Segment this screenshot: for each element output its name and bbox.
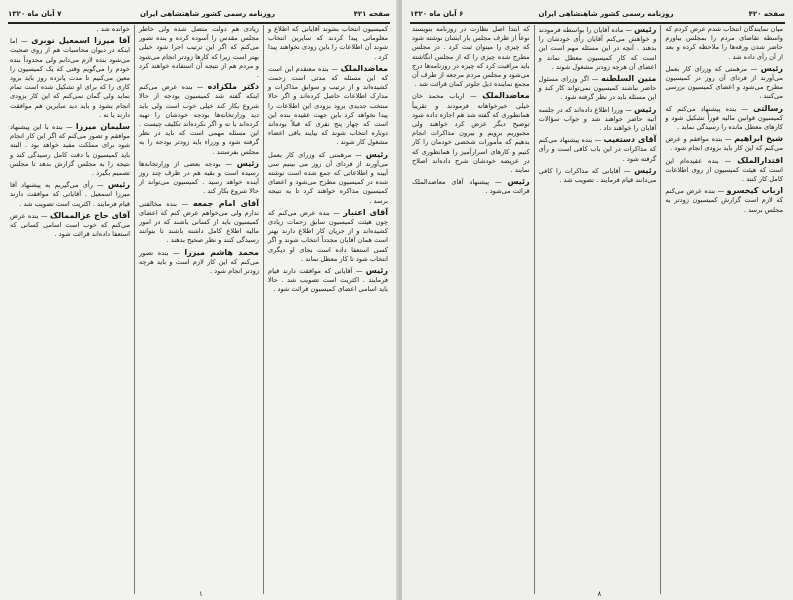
speaker-name: رئیس — [507, 177, 530, 187]
paragraph — [139, 159, 259, 197]
paragraph — [268, 150, 388, 206]
paragraph — [268, 208, 388, 264]
paragraph-text: میان نمایندگان انتخاب شدم عرض کردم که واسطه تقاضای مردم را بمجلس بیاورم حاضر شدن ورقه‌ها را ملاحظه کرده و بعد از آن رأی داده شد . — [665, 25, 783, 61]
paragraph — [412, 177, 530, 196]
speaker-name: آقای اعتبار — [343, 207, 388, 217]
paragraph — [10, 180, 130, 209]
page-footer-number: ۱ — [199, 590, 203, 598]
paragraph — [539, 166, 657, 185]
text-column — [134, 25, 263, 594]
paragraph — [10, 211, 130, 240]
speaker-name: شیخ ابراهیم — [734, 134, 783, 144]
page-header — [8, 8, 390, 24]
text-column — [408, 25, 534, 594]
paragraph-text: — بنده با این پیشنهاد موافقم و تصور می‌کنم که اگر این کار انجام شود برای مملکت مفید خواهد بود . البته باید کمیسیون با دقت کامل رسیدگی کند و نتیجه را به مجلس گزارش بدهد تا مجلس تصمیم بگیرد . — [10, 123, 130, 178]
page-header — [410, 8, 785, 24]
paragraph-text: — بنده عرض می‌کنم اینکه گفته شد کمیسیون بودجه از حالا شروع بکار کند خیلی خوب است ولی باید دید وزارتخانه‌ها بودجه خودشان را تهیه کرده‌اند یا نه و اگر نکرده‌اند تکلیف چیست . این مسئله مهمی است که باید در نظر گرفته شود و وزراء باید زودتر بودجه را به مجلس بفرستند . — [139, 83, 259, 156]
paragraph-text: — اگر وزرای مسئول حاضر نباشند کمیسیون نمی‌تواند کار کند و این مسئله باید در نظر گرفته شود . — [538, 75, 657, 102]
speaker-name: محمد هاشم میرزا — [184, 247, 259, 257]
paragraph-text: — آقایانی که مذاکرات را کافی می‌دانند قیام فرمایند . تصویب شد . — [538, 166, 657, 185]
paragraph — [665, 64, 783, 102]
paragraph — [139, 25, 259, 80]
paragraph-text: — آقایانی که موافقت دارند قیام فرمایند . اکثریت است تصویب شد . حالا باید اسامی اعضای کمیسیون قرائت شود . — [268, 267, 388, 294]
paragraph — [10, 25, 130, 34]
paragraph — [268, 25, 388, 62]
paragraph — [139, 199, 259, 246]
paragraph-text: — بنده عرض می‌کنم که لازم است گزارش کمیسیون زودتر به مجلس برسد . — [665, 187, 783, 214]
paragraph-text: — ماده آقایان را بواسطه فرمودند و خواهش می‌کنم آقایان رأی خودشان را بدهند . آنچه در این مسئله مهم است این است که کار کمیسیون معطل نماند و اعضای آن هرچه زودتر مشغول شوند . — [538, 26, 657, 71]
paragraph-text: — اما اینکه در دیوان محاسبات هم از روی صحبت می‌شود بنده لازم می‌دانم ولی محدوداً بنده خودم را می‌گویم وقتی که یک کمیسیون را معین می‌کنیم تا مدت پانزده روز باید برود کاری را که برای او تشکیل شده است تمام نماید ولی گمان نمی‌کنم که این کار بزودی انجام بشود و باید دید سایرین هم موافقت دارند یا نه . — [10, 37, 130, 119]
paragraph — [539, 105, 657, 134]
paragraph-text: — بنده معتقدم این است که این مسئله که مدتی است زحمت کشیده‌اند و از ترتیب و سوابق مذاکرات و مدارک اطلاعات حاصل کرده‌اند و اگر حالا منتخب جدیدی برود بزودی این اطلاعات را پیدا نخواهد کرد باین جهت عقیده بنده این است که چهار پنج نفری که قبلاً بوده‌اند دوباره انتخاب شوند که بیایند باقی اعضاء مشغول کار شوند . — [268, 64, 388, 147]
columns — [6, 25, 392, 594]
paragraph-text: — بنده عرض می‌کنم که خوب است اسامی کسانی که استعفا داده‌اند قرائت شود . — [10, 211, 130, 239]
paragraph — [539, 74, 657, 103]
paragraph-text: — بنده عقیده‌ام این است که هیئت کمیسیون از روی اطلاعات کامل کار کنند . — [665, 156, 783, 184]
speaker-name: معاضدالملک — [482, 91, 530, 101]
paragraph-text: زیادی هم دولت متصل شده ولی خاطر مجلس مقدس را آسوده کرده و بنده تصور می‌کنم که اگر این ترتیب اجرا شود خیلی بهتر است زیرا که کارها زودتر انجام می‌شود و مردم هم از نتیجه آن استفاده خواهند کرد . — [139, 25, 259, 80]
paragraph-text: — بنده عرض می‌کنم که چون هیئت کمیسیون سابق زحمات زیادی کشیده‌اند و از جریان کار اطلاع دارند بهتر است همان آقایان مجدداً انتخاب شوند و اگر کسی استعفا داده است بجای او دیگری انتخاب شود تا کار معطل نماند . — [268, 208, 388, 263]
paragraph-text: کمیسیون انتخاب بشوند آقایانی که اطلاع و معلوماتی پیدا کردند که سایرین انتخاب شوند آن اطلاعات را باین زودی نخواهند پیدا کرد . — [268, 25, 388, 61]
speaker-name: رئیس — [365, 149, 388, 159]
text-column — [263, 25, 392, 594]
paragraph-text: — پیشنهاد آقای معاضدالملک قرائت می‌شود . — [411, 178, 530, 196]
newspaper-title: روزنامه رسمی کشور شاهنشاهی ایران — [538, 10, 674, 18]
paragraph — [539, 135, 657, 164]
paragraph — [268, 266, 388, 295]
speaker-name: رئیس — [365, 266, 388, 276]
paragraph — [665, 25, 783, 62]
text-column — [6, 25, 134, 594]
paragraph — [665, 186, 783, 215]
speaker-name: معاضدالملک — [340, 63, 388, 73]
paragraph-text: — وزرا اطلاع داده‌اند که در جلسه آتیه حاضر خواهند شد و جواب سؤالات آقایان را خواهند داد . — [538, 105, 657, 133]
speaker-name: دکتر ملکزاده — [207, 82, 259, 92]
paragraph-text: — رأی می‌گیریم به پیشنهاد آقا میرزا اسمعیل . آقایانی که موافقت دارند قیام فرمایند . اکثریت است تصویب شد . — [10, 181, 130, 208]
page-number: صفحه ۴۲۱ — [353, 10, 390, 18]
speaker-name: رئیس — [107, 180, 130, 190]
speaker-name: آقای حاج عزالممالک — [49, 210, 130, 220]
speaker-name: متین السلطنه — [601, 74, 657, 84]
speaker-name: آقا میرزا اسمعیل نوبری — [31, 36, 130, 46]
paragraph-text: که ابتدا اصل نظارت در روزنامه بنویسند نوعاً از طرف مجلس بار ایشان نوشته شود که چیزی را میتوان ثبت کرد . در مجلس مطرح شده چیزی را که از مجلس انگاشته باید مراقبت کرد که چیزه در روزنامه‌ها درج می‌شود و مجلس مردم مرجعه از طرف آن مجمع نماینده ذیل جلوتر کمان قرائت شد . — [411, 25, 530, 89]
paragraph-text: — بنده موافقم و عرض می‌کنم که این کار باید بزودی انجام شود . — [665, 135, 783, 153]
page-number: صفحه ۴۲۰ — [748, 10, 785, 18]
paragraph-text: — مرهمتی که وزرای کار بعمل می‌آورند از فردای آن روز در کمیسیون مطرح می‌شود و اعضای کمیسیون بررسی می‌کنند . — [665, 64, 783, 101]
paragraph — [665, 156, 783, 185]
speaker-name: رئیس — [634, 25, 657, 34]
newspaper-title: روزنامه رسمی کشور شاهنشاهی ایران — [140, 10, 276, 18]
speaker-name: رسالتی — [753, 103, 783, 113]
paragraph — [412, 91, 530, 175]
text-column — [534, 25, 661, 594]
paragraph-text: — بنده پیشنهاد می‌کنم که مذاکرات در این باب کافی است و رأی گرفته شود . — [538, 136, 657, 163]
speaker-name: سلیمان میرزا — [75, 122, 130, 132]
paragraph — [10, 122, 130, 178]
speaker-name: رئیس — [634, 104, 657, 114]
speaker-name: آقای دستغیب — [603, 135, 657, 145]
speaker-name: رئیس — [236, 158, 259, 168]
paragraph-text: — بنده مخالفتی ندارم ولی می‌خواهم عرض کنم که اعضای کمیسیون باید از کسانی باشند که در امور مالیه اطلاع کامل داشته باشند تا بتوانند رسیدگی کنند و نظر صحیح بدهند . — [139, 199, 259, 245]
columns — [408, 25, 787, 594]
paragraph-text: خوانده شد . — [96, 25, 130, 33]
speaker-name: ارباب کیخسرو — [726, 186, 784, 196]
issue-date: ۷ آبان ماه ۱۳۲۰ — [8, 10, 62, 18]
paragraph — [539, 25, 657, 72]
paragraph — [412, 25, 530, 89]
speaker-name: آقای امام جمعه — [192, 198, 259, 208]
speaker-name: رئیس — [760, 63, 783, 73]
issue-date: ۶ آبان ماه ۱۳۲۰ — [410, 10, 464, 18]
text-column — [660, 25, 787, 594]
paragraph — [10, 36, 130, 120]
speaker-name: اقتدارالملک — [737, 155, 783, 165]
paragraph — [268, 64, 388, 148]
page-footer-number: ۸ — [597, 590, 602, 598]
paragraph-text: — مرهمتی که وزرای کار بعمل می‌آورند از فردای آن روز می بینیم سی آیینه و اطلاعاتی که جمع شده است نوشته شده در کمیسیون مطرح می‌شود و اعضای کمیسیون مذاکره خواهند کرد تا به نتیجه برسد . — [268, 150, 388, 205]
paragraph — [665, 104, 783, 133]
paragraph-text: — بودجه بعضی از وزارتخانه‌ها رسیده است و بقیه هم در ظرف چند روز آینده خواهد رسید . کمیسیون می‌تواند از حالا شروع بکار کند . — [139, 159, 259, 196]
paragraph-text: — بنده تصور می‌کنم که این کار لازم است و باید هرچه زودتر انجام شود . — [139, 248, 259, 276]
paragraph-text: — ارباب محمد خان خیلی خیرخواهانه فرمودند و تقریباً همانطوری که گفته شد هم اجازه داده شود توضیح دیگر عرض کرد خواهند ولی مجبوریم برویم و بیرون مذاکرات انجام بدهیم که مأمورات شخصی خودمان را کار کنیم و کارهای اسرارآمیز را همانطوری که در عریضه خودشان شرح داده‌اند اصلاح نمایند . — [411, 92, 530, 175]
right-page — [402, 0, 793, 600]
paragraph — [665, 134, 783, 153]
paragraph — [139, 248, 259, 277]
paragraph — [139, 82, 259, 157]
speaker-name: رئیس — [634, 165, 657, 175]
paragraph-text: — بنده پیشنهاد می‌کنم که کمیسیون قوانین مالیه فوراً تشکیل شود و کارهای معطل مانده را رسیدگی نماید . — [665, 104, 783, 132]
